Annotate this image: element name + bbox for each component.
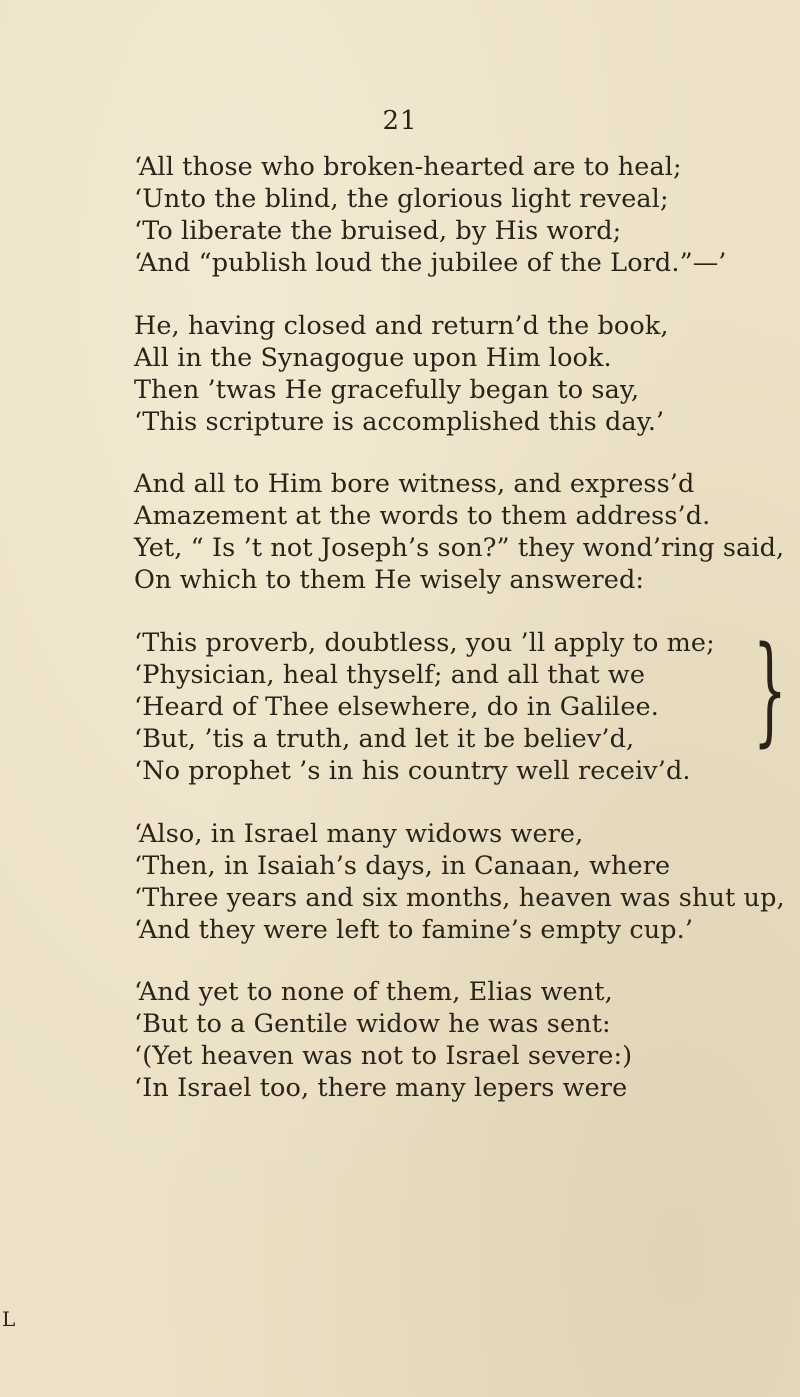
verse-line: Then ’twas He gracefully began to say,	[134, 375, 640, 405]
verse-line: ‘In Israel too, there many lepers were	[134, 1073, 628, 1103]
verse-line: ‘And yet to none of them, Elias went,	[134, 977, 613, 1007]
verse-line: On which to them He wisely answered:	[134, 565, 645, 595]
verse-line: ‘Three years and six months, heaven was shut up,	[134, 883, 785, 913]
verse-line: ‘To liberate the bruised, by His word;	[134, 216, 622, 246]
verse-line: And all to Him bore witness, and express’d	[134, 469, 695, 499]
verse-line: ‘And “publish loud the jubilee of the Lord.”—’	[134, 248, 727, 278]
verse-line: ‘But to a Gentile widow he was sent:	[134, 1009, 611, 1039]
verse-line: ‘(Yet heaven was not to Israel severe:)	[134, 1041, 633, 1071]
verse-line: ‘Also, in Israel many widows were,	[134, 819, 584, 849]
verse-line: ‘This proverb, doubtless, you ’ll apply to me;	[134, 628, 715, 658]
verse-line: ‘This scripture is accomplished this day.’	[134, 407, 665, 437]
verse-line: Yet, “ Is ’t not Joseph’s son?” they wond’ring said,	[134, 533, 785, 563]
verse-line: ‘Then, in Isaiah’s days, in Canaan, where	[134, 851, 671, 881]
triplet-brace: }	[753, 620, 787, 758]
verse-line: ‘Unto the blind, the glorious light reveal;	[134, 184, 669, 214]
verse-line: ‘But, ’tis a truth, and let it be believ’d,	[134, 724, 635, 754]
verse-line: ‘And they were left to famine’s empty cup.’	[134, 915, 694, 945]
verse-line: ‘No prophet ’s in his country well receiv’d.	[134, 756, 691, 786]
verse-line: Amazement at the words to them address’d.	[134, 501, 711, 531]
verse-line: ‘Physician, heal thyself; and all that we	[134, 660, 646, 690]
margin-mark: L	[2, 1307, 16, 1331]
verse-line: ‘All those who broken-hearted are to heal;	[134, 152, 682, 182]
verse-line: He, having closed and return’d the book,	[134, 311, 669, 341]
page-number: 21	[382, 106, 418, 136]
verse-line: ‘Heard of Thee elsewhere, do in Galilee.	[134, 692, 659, 722]
verse-line: All in the Synagogue upon Him look.	[134, 343, 612, 373]
